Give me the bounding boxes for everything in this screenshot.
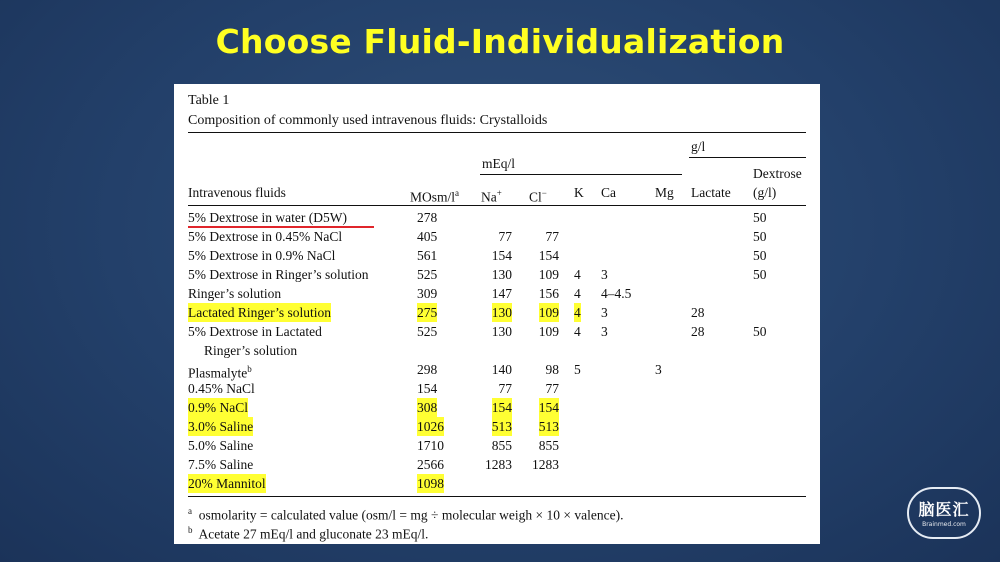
cell-fluid-text: 3.0% Saline — [188, 419, 254, 434]
cell-mosm-text: 278 — [417, 210, 438, 225]
cell-fluid — [188, 398, 248, 417]
header-k: K — [574, 185, 584, 200]
cell-na — [492, 398, 512, 417]
cell-dextrose-text: 50 — [753, 324, 767, 339]
cell-mosm — [417, 417, 444, 436]
header-na — [481, 185, 502, 206]
cell-mosm-text: 1026 — [417, 419, 444, 434]
cell-mosm-text: 298 — [417, 362, 438, 377]
cell-cl-text: 109 — [538, 267, 559, 282]
header-na-sup: + — [496, 188, 502, 198]
cell-mosm — [417, 227, 437, 246]
cell-fluid-text: 5% Dextrose in Lactated — [188, 324, 322, 339]
cell-ca-text: 3 — [601, 324, 608, 339]
header-mosm — [410, 185, 459, 206]
cell-na-text: 140 — [491, 362, 512, 377]
cell-na — [499, 227, 513, 246]
cell-lactate — [691, 322, 705, 341]
cell-na — [492, 322, 512, 341]
cell-cl — [539, 398, 559, 417]
cell-k — [574, 322, 581, 341]
cell-na-text: 855 — [491, 438, 512, 453]
cell-na — [492, 417, 512, 436]
cell-cl — [539, 284, 559, 303]
header-intravenous-fluids: Intravenous fluids — [188, 185, 286, 200]
cell-fluid — [188, 417, 253, 436]
cell-na — [499, 379, 513, 398]
cell-mosm — [417, 322, 437, 341]
cell-dextrose — [753, 208, 767, 227]
header-mosm-sup: a — [455, 188, 460, 198]
cell-fluid — [188, 379, 255, 398]
cell-fluid-text: 7.5% Saline — [188, 457, 254, 472]
bottom-rule — [188, 496, 806, 497]
footnote-b-mark: b — [188, 525, 193, 535]
gl-group-rule — [689, 157, 806, 158]
cell-cl — [539, 436, 559, 455]
cell-mosm-text: 561 — [417, 248, 438, 263]
cell-lactate-text: 28 — [691, 324, 705, 339]
cell-mosm — [417, 246, 437, 265]
cell-na — [492, 265, 512, 284]
cell-cl-text: 77 — [545, 229, 559, 244]
cell-mosm — [417, 474, 444, 493]
cell-cl-text: 1283 — [532, 457, 559, 472]
slide-title: Choose Fluid-Individualization — [215, 22, 785, 61]
cell-fluid-continuation: Ringer’s solution — [204, 343, 298, 358]
footnote-a-mark: a — [188, 506, 192, 516]
cell-cl-text: 154 — [538, 400, 559, 415]
cell-dextrose — [753, 227, 767, 246]
cell-na — [492, 284, 512, 303]
cell-mosm-text: 1098 — [417, 476, 444, 491]
cell-ca — [601, 265, 608, 284]
cell-na-text: 1283 — [485, 457, 512, 472]
caption-rule — [188, 132, 806, 133]
header-dextrose-line1: Dextrose — [753, 166, 802, 181]
cell-mosm — [417, 360, 437, 379]
cell-na-text: 154 — [491, 248, 512, 263]
cell-k-text: 4 — [574, 267, 581, 282]
cell-mosm-text: 275 — [417, 305, 438, 320]
cell-fluid-text: 20% Mannitol — [188, 476, 266, 491]
cell-mosm — [417, 208, 437, 227]
header-group-meq: mEq/l — [482, 156, 515, 171]
footnote-a-text: osmolarity = calculated value (osm/l = mg ÷ molecular weigh × 10 × valence). — [198, 507, 624, 523]
cell-fluid — [188, 284, 281, 303]
cell-cl — [539, 303, 559, 322]
footnote-b — [188, 521, 428, 544]
cell-mosm-text: 525 — [417, 267, 438, 282]
d5w-red-underline — [188, 226, 374, 228]
cell-fluid — [188, 322, 322, 341]
cell-na-text: 77 — [498, 229, 512, 244]
cell-k — [574, 265, 581, 284]
cell-na-text: 130 — [491, 305, 512, 320]
cell-fluid-text: 0.45% NaCl — [188, 381, 255, 396]
cell-k — [574, 284, 581, 303]
cell-ca — [601, 303, 608, 322]
cell-dextrose-text: 50 — [753, 210, 767, 225]
cell-k-text: 4 — [574, 324, 581, 339]
meq-group-rule — [480, 174, 682, 175]
cell-fluid-text: Plasmalyte — [188, 365, 248, 381]
cell-fluid — [188, 436, 253, 455]
header-cl-sup: − — [541, 188, 547, 198]
cell-na — [492, 303, 512, 322]
cell-lactate-text: 28 — [691, 305, 705, 320]
cell-fluid — [188, 455, 253, 474]
logo-subtext: Brainmed.com — [922, 521, 966, 528]
cell-dextrose-text: 50 — [753, 229, 767, 244]
cell-cl-text: 513 — [538, 419, 559, 434]
cell-dextrose — [753, 322, 767, 341]
cell-na-text: 513 — [491, 419, 512, 434]
cell-dextrose-text: 50 — [753, 267, 767, 282]
cell-mosm-text: 154 — [417, 381, 438, 396]
cell-mosm-text: 308 — [417, 400, 438, 415]
cell-cl-text: 109 — [538, 324, 559, 339]
cell-k — [574, 360, 581, 379]
cell-fluid-text: 5% Dextrose in Ringer’s solution — [188, 267, 369, 282]
cell-na-text: 77 — [498, 381, 512, 396]
cell-cl — [546, 360, 560, 379]
table-label: Table 1 — [188, 93, 230, 108]
cell-mg — [655, 360, 662, 379]
cell-na-text: 154 — [491, 400, 512, 415]
fluid-composition-table — [174, 84, 820, 544]
cell-ca-text: 3 — [601, 305, 608, 320]
cell-dextrose-text: 50 — [753, 248, 767, 263]
cell-fluid — [188, 227, 342, 246]
cell-cl-text: 855 — [538, 438, 559, 453]
header-rule — [188, 205, 806, 206]
header-ca: Ca — [601, 185, 616, 200]
footnote-b-text: Acetate 27 mEq/l and gluconate 23 mEq/l. — [198, 526, 429, 542]
cell-cl — [539, 417, 559, 436]
cell-cl — [546, 379, 560, 398]
cell-mosm-text: 2566 — [417, 457, 444, 472]
cell-fluid — [188, 246, 335, 265]
cell-na — [492, 246, 512, 265]
header-dextrose-line2: (g/l) — [753, 185, 777, 200]
cell-cl — [532, 455, 559, 474]
cell-k-text: 4 — [574, 305, 581, 320]
cell-fluid — [188, 474, 266, 493]
cell-fluid-text: 5% Dextrose in 0.9% NaCl — [188, 248, 336, 263]
cell-ca-text: 4–4.5 — [601, 286, 632, 301]
cell-mg-text: 3 — [655, 362, 662, 377]
cell-na-text: 130 — [491, 324, 512, 339]
cell-cl — [539, 246, 559, 265]
cell-fluid-text: 0.9% NaCl — [188, 400, 248, 415]
cell-fluid — [188, 303, 331, 322]
cell-fluid-text: 5% Dextrose in 0.45% NaCl — [188, 229, 343, 244]
cell-cl — [539, 322, 559, 341]
cell-ca — [601, 284, 631, 303]
cell-k-text: 4 — [574, 286, 581, 301]
cell-dextrose — [753, 265, 767, 284]
cell-k — [574, 303, 581, 322]
cell-cl-text: 77 — [545, 381, 559, 396]
cell-mosm-text: 525 — [417, 324, 438, 339]
header-na-text: Na — [481, 189, 497, 205]
cell-mosm — [417, 379, 437, 398]
cell-cl — [539, 265, 559, 284]
cell-fluid-text: 5.0% Saline — [188, 438, 254, 453]
cell-mosm — [417, 265, 437, 284]
cell-cl — [546, 227, 560, 246]
cell-cl-text: 109 — [538, 305, 559, 320]
cell-fluid-text: Ringer’s solution — [188, 286, 282, 301]
cell-mosm — [417, 303, 437, 322]
header-mg: Mg — [655, 185, 674, 200]
cell-mosm — [417, 455, 444, 474]
cell-na-text: 147 — [491, 286, 512, 301]
cell-fluid — [188, 208, 347, 227]
cell-mosm-text: 405 — [417, 229, 438, 244]
header-lactate: Lactate — [691, 185, 731, 200]
cell-na — [492, 360, 512, 379]
cell-fluid — [188, 265, 368, 284]
cell-ca — [601, 322, 608, 341]
cell-mosm — [417, 398, 437, 417]
cell-na-text: 130 — [491, 267, 512, 282]
cell-lactate — [691, 303, 705, 322]
cell-na — [492, 436, 512, 455]
brainmed-logo — [907, 487, 981, 539]
header-cl — [529, 185, 547, 206]
cell-fluid-text: Lactated Ringer’s solution — [188, 305, 331, 320]
cell-mosm — [417, 436, 444, 455]
logo-text: 脑医汇 — [918, 500, 970, 519]
header-mosm-text: MOsm/l — [410, 189, 456, 205]
cell-cl-text: 98 — [545, 362, 559, 377]
cell-fluid-sup: b — [247, 364, 252, 374]
cell-mosm — [417, 284, 437, 303]
table-caption: Composition of commonly used intravenous fluids: Crystalloids — [188, 113, 548, 128]
header-cl-text: Cl — [529, 189, 542, 205]
header-group-gl: g/l — [691, 139, 706, 154]
cell-k-text: 5 — [574, 362, 581, 377]
cell-na — [485, 455, 512, 474]
cell-fluid-text: 5% Dextrose in water (D5W) — [188, 210, 347, 225]
cell-dextrose — [753, 246, 767, 265]
cell-mosm-text: 309 — [417, 286, 438, 301]
cell-mosm-text: 1710 — [417, 438, 444, 453]
cell-ca-text: 3 — [601, 267, 608, 282]
cell-cl-text: 156 — [538, 286, 559, 301]
cell-cl-text: 154 — [538, 248, 559, 263]
